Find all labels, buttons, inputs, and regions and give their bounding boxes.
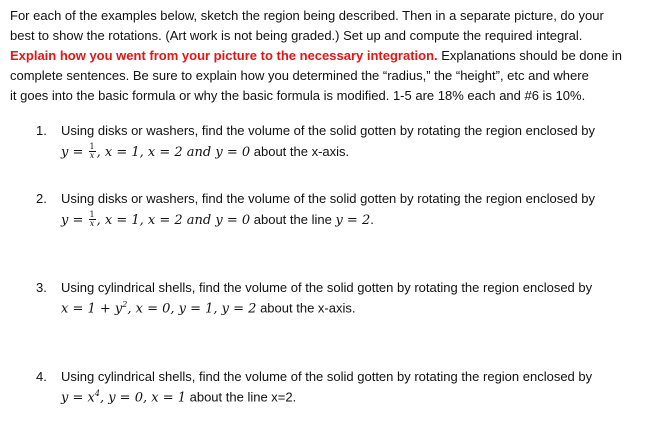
equation-exponent: 2 bbox=[122, 300, 128, 309]
equation-lead: x = 1 + y bbox=[61, 301, 123, 317]
problem-number: 2. bbox=[36, 191, 47, 206]
fraction-denominator: x bbox=[89, 151, 95, 160]
equation-axis: about the x-axis. bbox=[250, 144, 350, 159]
instructions-line-4: complete sentences. Be sure to explain how you determined the “radius,” the “height”, etc and where bbox=[10, 68, 589, 83]
problem-equation bbox=[61, 300, 355, 316]
equation-conditions: , y = 0, x = 1 bbox=[99, 390, 186, 406]
problem-number: 1. bbox=[36, 123, 47, 138]
fraction bbox=[89, 211, 96, 228]
fraction-numerator: 1 bbox=[89, 142, 95, 151]
equation-lead: y = bbox=[61, 145, 88, 160]
problem-number: 3. bbox=[36, 280, 47, 295]
problem-equation bbox=[61, 144, 349, 161]
equation-axis: about the x-axis. bbox=[256, 300, 356, 316]
problem-equation bbox=[61, 212, 374, 229]
instructions-line-5: it goes into the basic formula or why the basic formula is modified. 1-5 are 18% each and #6 is 10%. bbox=[10, 88, 586, 103]
equation-period: . bbox=[370, 212, 374, 227]
equation-axis-prefix: about the line bbox=[250, 212, 336, 227]
instructions-paragraph bbox=[10, 6, 646, 106]
fraction-numerator: 1 bbox=[89, 210, 95, 219]
instructions-line-1: For each of the examples below, sketch the region being described. Then in a separate picture, do your bbox=[10, 8, 604, 23]
emphasis-explain-text: Explain how you went from your picture to the necessary integration. bbox=[10, 48, 438, 63]
equation-lead: y = x bbox=[61, 390, 95, 406]
fraction bbox=[89, 143, 96, 160]
problem-statement: Using disks or washers, find the volume of the solid gotten by rotating the region enclosed by bbox=[61, 123, 596, 138]
instructions-line-2: best to show the rotations. (Art work is not being graded.) Set up and compute the required integral. bbox=[10, 28, 583, 43]
problem-number: 4. bbox=[36, 369, 47, 384]
equation-axis-line: y = 2 bbox=[335, 213, 371, 228]
problem-statement: Using disks or washers, find the volume of the solid gotten by rotating the region enclosed by bbox=[61, 191, 596, 206]
equation-conditions: , x = 0, y = 1, y = 2 bbox=[127, 301, 257, 317]
problem-statement: Using cylindrical shells, find the volume of the solid gotten by rotating the region enclosed by bbox=[61, 369, 593, 384]
instructions-line-3 bbox=[10, 46, 646, 66]
problem-equation bbox=[61, 389, 296, 405]
equation-axis: about the line x=2. bbox=[186, 389, 297, 405]
equation-conditions: , x = 1, x = 2 and y = 0 bbox=[96, 213, 251, 228]
equation-conditions: , x = 1, x = 2 and y = 0 bbox=[96, 145, 251, 160]
equation-exponent: 4 bbox=[94, 389, 100, 398]
instructions-line-3-rest: Explanations should be done in bbox=[437, 48, 622, 63]
fraction-denominator: x bbox=[89, 219, 95, 228]
equation-lead: y = bbox=[61, 213, 88, 228]
problem-statement: Using cylindrical shells, find the volume of the solid gotten by rotating the region enclosed by bbox=[61, 280, 593, 295]
